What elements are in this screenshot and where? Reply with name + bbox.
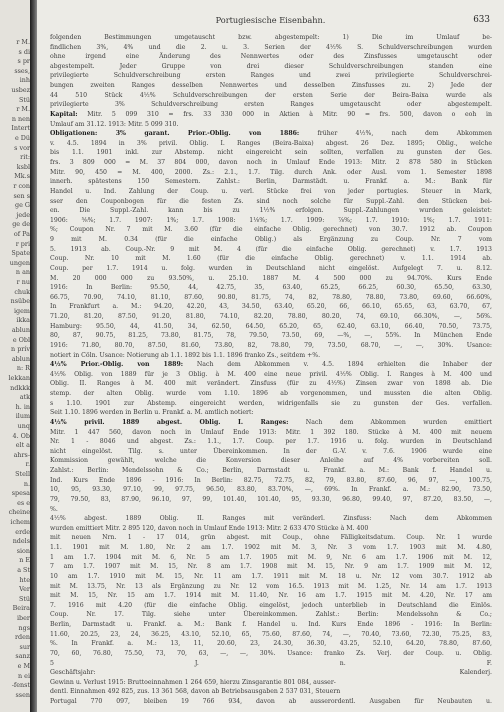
- text-line: bungen zweiten Ranges desselben Nennwertes und desselben Zinsfusses zu. 2) Jede der: [50, 82, 492, 90]
- margin-fragment: s pr: [17, 57, 30, 66]
- margin-fragment: n nen: [11, 114, 30, 123]
- margin-fragment: n E: [19, 556, 30, 565]
- text-line: Portugal 770 097, bleiben 19 766 934, davon ab ausserordentl. Ausgaben für Neubauten u.: [50, 698, 492, 705]
- text-line: privilegierte 3% Schuldverschreibung ersten Ranges umgetauscht oder abgestempelt.: [50, 101, 492, 109]
- margin-fragment: ge de: [12, 220, 30, 229]
- previous-page-edge: [0, 0, 30, 712]
- margin-fragment: lekkan: [8, 374, 30, 382]
- page-number: 633: [473, 15, 490, 25]
- section-heading: 4½% Prior.-Oblig. von 1889:: [50, 361, 184, 369]
- text-line: 44 510 Stück 4½% Schuldverschreibungen der ersten Serie der Beira-Baixa wurde als: [50, 91, 492, 99]
- margin-fragment: chuk: [14, 287, 30, 296]
- margin-fragment: iber: [17, 614, 30, 622]
- margin-fragment: e Obl: [12, 335, 30, 344]
- text-line: Kommission gewählt, welche die Konversion dieser Anleihe auf 4% vorbereiten soll.: [50, 457, 492, 465]
- text-line: 80, 87, 90.75, 81.25, 73.80, 81.75, 78, 79.50, 73.50, 69, —%, —, 55%. In München Ende: [50, 332, 492, 340]
- margin-fragment: Beira: [12, 604, 30, 613]
- text-line: 71.20, 81.20, 87.50, 91.20, 81.80, 74.10, 82.20, 78.80, 80.20, 74, 69.10, 66.30%, —, 56%.: [50, 313, 492, 321]
- book-gutter: [30, 0, 37, 712]
- text-line: privilegierte Schuldverschreibung ersten Ranges und zwei privilegierte Schuldverschrei-: [50, 72, 492, 80]
- text-line: 1916: In Berlin: 95.50, 44, 42.75, 35, 63.40, 65.25, 66.25, 60.30, 65.50, 63.30,: [50, 284, 492, 292]
- margin-fragment: r.: [25, 460, 30, 469]
- page-title: Portugiesische Eisenbahn.: [215, 15, 326, 25]
- text-line: Mitr. 90, 450 = M. 400, 2000. Zs.: 2.1., 1.7. Tilg. durch Ank. oder Ausl. vom 1. Semester 1898: [50, 168, 492, 176]
- text-line: Ind. Kurs Ende 1896 - 1916: In Berlin: 82.75, 72.75, 82, 79, 83.80, 87.60, 96, 97, —, 100.75,: [50, 476, 492, 484]
- text-line: 1906: ⅝%; 1.7. 1907: 1%; 1.7. 1908: 1⅛%; 1.7. 1909: ⅞%; 1.7. 1910: 1%; 1.7. 1911:: [50, 216, 492, 224]
- margin-fragment: Stü: [18, 95, 30, 104]
- text-line: Seit 1.10. 1896 werden in Berlin u. Frankf. a. M. amtlich notiert:: [50, 409, 254, 417]
- margin-fragment: sanz: [15, 652, 30, 661]
- text-line: Coup. Nr. 17. Tilg. siehe unter Übereinkommen. Zahlst.: Berlin: Mendelssohn & Co.;: [50, 611, 492, 619]
- margin-fragment: r M.: [16, 38, 30, 46]
- margin-fragment: sses,: [14, 66, 30, 75]
- margin-fragment: ndels: [12, 537, 30, 546]
- margin-fragment: ikka: [16, 316, 30, 325]
- page-body: [50, 33, 492, 708]
- margin-fragment: inh: [19, 76, 30, 85]
- margin-fragment: ilum: [15, 412, 30, 421]
- margin-fragment: unq: [17, 422, 30, 430]
- text-line: 9 mit M. 0.34 (für die einfache Oblig.) als Ergänzung zu Coup. Nr. 7 vom: [50, 236, 492, 244]
- text-line: Zahlst.: Berlin: Mendelssohn & Co.; Berlin, Darmstadt u. Frankf. a. M.: Bank f. Handel u.: [50, 467, 492, 475]
- text-line: notiert in Cöln. Usance: Notierung ab 1.1. 1892 bis 1.1. 1896 franko Zs., seitdem +%.: [50, 351, 321, 359]
- margin-fragment: ge G: [14, 201, 30, 210]
- margin-fragment: sion: [16, 546, 30, 555]
- margin-fragment: spesa: [11, 489, 30, 498]
- text-line: Umlauf am 31.12. 1913: Mitr. 5 099 310.: [50, 120, 179, 128]
- margin-fragment: r con: [13, 182, 30, 190]
- margin-fragment: Stell: [15, 470, 30, 478]
- text-line: abgestempelt. Jeder Gruppe von drei dieser Schuldverschreibungen standen eine: [50, 62, 492, 70]
- text-line: frs. 3 809 000 = M. 37 804 000, davon noch in Umlauf Ende 1913: Mitr. 2 878 580 in Stücken: [50, 159, 492, 167]
- margin-fragment: Spate: [11, 249, 30, 258]
- margin-fragment: Intert: [11, 124, 30, 133]
- margin-fragment: Ver: [19, 585, 30, 594]
- margin-fragment: 4. Ob: [12, 431, 30, 440]
- section-heading: Kapital:: [50, 110, 78, 118]
- text-line: Hamburg: 95.50, 44, 41.50, 34, 62.50, 64.50, 65.20, 65, 62.40, 63.10, 66.40, 70.50, 73.75,: [50, 322, 492, 330]
- margin-fragment: rden: [14, 633, 30, 642]
- text-line: 70, 60, 76.80, 75.50, 73, 70, 63, —, —, 30%. Usance: franko Zs. Verj. der Coup. u. Oblig.: [50, 649, 492, 657]
- text-line: 79, 79.50, 83, 87.90, 96.10, 97, 99, 101.40, 101.40, 95, 93.30, 96.80, 99.40, 97, 87.20, 83.50, —,: [50, 495, 492, 503]
- margin-fragment: ablun: [11, 326, 30, 334]
- margin-fragment: h. in: [15, 402, 30, 411]
- margin-fragment: ungen: [9, 258, 30, 267]
- margin-fragment: hte: [19, 575, 30, 584]
- section-heading: Obligationen: 3% garant. Prior.-Oblig. von 1886:: [50, 130, 300, 138]
- text-line: innerh. spätestens 150 Semestern. Zahlst.: Berlin, Darmstädt. u. Frankf. a. M.: Bank für: [50, 178, 492, 186]
- text-line: Kapital: Mitr. 5 099 310 = frs. 33 330 000 in Aktien à Mitr. 90 = frs. 500, davon o eoh in: [50, 110, 492, 118]
- text-line: 1 am 1.7. 1904 mit M. 6, Nr. 5 am 1.7. 1905 mit M. 9, Nr. 6 am 1.7. 1906 mit M. 12,: [50, 553, 492, 561]
- text-line: Geschäftsjahr: Kalenderj.: [50, 669, 492, 677]
- text-line: 4½% Prior.-Oblig. von 1889: Nach dem Abkommen v. 4.5. 1894 erhielten die Inhaber der: [50, 361, 492, 369]
- margin-fragment: cheine: [8, 508, 30, 517]
- margin-fragment: ablun: [11, 354, 30, 363]
- margin-fragment: Stü: [18, 594, 30, 603]
- margin-fragment: of Pa: [13, 230, 30, 238]
- margin-fragment: n: R: [16, 364, 30, 373]
- text-line: 11.60, 20.25, 23, 24, 36.25, 43.10, 52.10, 65, 75.60, 87.60, 74, —, 70.40, 73.60, 72.30, 75.25, 83,: [50, 630, 492, 638]
- margin-fragment: n prív: [11, 345, 30, 354]
- margin-fragment: ssen: [15, 690, 30, 699]
- text-line: stemp. der alten Oblig. wurde vom 1.10. 1896 ab vorgenommen, und mussten die alten Oblig.: [50, 390, 492, 398]
- text-line: 66.75, 70.90, 74.10, 81.10, 87.60, 90.80, 81.75, 74, 82, 78.80, 78.80, 73.80, 69.60, 66.60%,: [50, 293, 492, 301]
- margin-fragment: s di: [18, 47, 30, 56]
- text-line: 10 am 1.7. 1910 mit M. 15, Nr. 11 am 1.7. 1911 mit M. 18 u. Nr. 12 vom 30.7. 1912 ab: [50, 572, 492, 580]
- text-line: %; Coupon Nr. 7 mit M. 3.60 (für die einfache Oblig. gerechnet) von 30.7. 1912 ab. Coupon: [50, 226, 492, 234]
- margin-fragment: r nu: [16, 278, 30, 286]
- text-line: ohne irgend eine Änderung des Nennwertes oder des Zinsfusses umgetauscht oder: [50, 53, 492, 61]
- margin-fragment: es e: [17, 498, 30, 507]
- document-page: [37, 0, 504, 712]
- margin-fragment: atk: [19, 393, 30, 402]
- text-line: 5. 1913 ab. Coup.-Nr. 9 mit M. 4 (für die einfache Oblig. gerechnet) v. 1.7. 1913: [50, 245, 492, 253]
- text-line: Coup. Nr. 10 mit M. 1.60 (für die einfache Oblig. gerechnet) v. 1.1. 1914 ab.: [50, 255, 492, 263]
- text-line: mit M. 13.75, Nr. 13 als Ergänzung zu Nr. 12 vom 16.5. 1913 mit M. 1.25, Nr. 14 am 1.7. 1913: [50, 582, 492, 590]
- text-line: Oblig. II. Ranges à M. 400 mit verändert. Zinsfuss (für zu 4½%) Zinsen zwar von 1898 ab. Die: [50, 380, 492, 388]
- margin-fragment: rit:: [20, 153, 30, 162]
- text-line: Mitr. 1 447 560, davon noch in Umlauf Ende 1913: Mitr. 1 392 180. Stücke à M. 400 mit neuem: [50, 428, 492, 436]
- running-head: [37, 15, 504, 27]
- text-line: %.: [50, 505, 58, 513]
- text-line: Nr. 1 - 8046 und abgest. Zs.: 1.1., 1.7. Coup. per 1.7. 1916 u. folg. wurden in Deutschland: [50, 438, 492, 446]
- text-line: nicht eingelöst. Tilg. s. unter Übereinkommen. In der G.-V. v. 7.6. 1906 wurde eine: [50, 447, 492, 455]
- text-line: 4½% privil. 1889 abgest. Oblig. I. Ranges: Nach dem Abkommen wurden emittiert: [50, 418, 492, 426]
- text-line: In Frankfurt a. M.: 94.20, 42.20, 43, 34.50, 63.40, 65.20, 66, 66.10, 65.65, 63, 63.70, 67,: [50, 303, 492, 311]
- margin-fragment: Mk.s: [14, 172, 30, 181]
- text-line: mit M. 15, Nr. 15 am 1.7. 1914 mit M. 11.40, Nr. 16 am 1.7. 1915 mit M. 4.20, Nr. 17 am: [50, 592, 492, 600]
- margin-fragment: ahrs-: [13, 450, 30, 459]
- margin-fragment: ksbl: [16, 162, 30, 171]
- text-line: folgenden Bestimmungen umgetauscht bzw. abgestempelt: 1) Die im Umlauf be-: [50, 34, 492, 41]
- margin-fragment: sur: [19, 642, 30, 651]
- margin-fragment: nsübe: [10, 297, 30, 306]
- text-line: 10, 95, 93.30, 97.10, 99, 97.75, 96.50, 83.80, 83.70%, —, 69%. In Frankf. a. M.: 82.90, 73.50,: [50, 486, 492, 494]
- margin-fragment: r M.: [16, 105, 30, 114]
- margin-fragment: ngs: [18, 623, 30, 632]
- margin-fragment: e M: [17, 662, 30, 670]
- text-line: M. 20 000 000 zu 93.50%, u. 25.10. 1887 M. 4 500 000 zu 94.70%. Kurs Ende: [50, 274, 492, 282]
- text-line: 4½% abgest. 1889 Oblig. II. Ranges mit veränderl. Zinsfuss: Nach dem Abkommen: [50, 515, 492, 523]
- margin-fragment: erde: [15, 527, 30, 536]
- margin-fragment: usbez: [11, 86, 30, 94]
- text-line: Coup. per 1.7. 1914 u. folg. wurden in Deutschland nicht eingelöst. Aufgelegt 7. u. 8.12.: [50, 264, 492, 272]
- text-line: 4½% Oblig. von 1889 für je 3 Oblig. à M. 400 eine neue privil. 4½% Oblig. I. Ranges à M. 400 und: [50, 370, 492, 378]
- margin-fragment: e Dü: [14, 134, 30, 142]
- margin-fragment: ndkkk: [10, 383, 30, 392]
- margin-fragment: jede: [16, 210, 30, 219]
- margin-fragment: a St: [17, 566, 30, 574]
- text-line: Handel u. Ind. Zahlung der Coup. u. verl. Stücke frei von jeder portugies. Steuer in Mark,: [50, 187, 492, 195]
- text-line: 1916: 71.80, 80.70, 87.50, 81.60, 73.80, 82, 78.80, 79, 73.50, 68.70, —, —, 30%. Usance:: [50, 341, 492, 349]
- text-line: 1.1. 1901 mit M. 1.80, Nr. 2 am 1.7. 1902 mit M. 3, Nr. 3 vom 1.7. 1903 mit M. 4.80,: [50, 544, 492, 552]
- text-line: sser den Couponbogen für die festen Zs. sind noch solche für Suppl.-Zahl. den Stücken bei-: [50, 197, 492, 205]
- margin-fragment: n ei: [18, 671, 30, 680]
- margin-fragment: n.: [23, 479, 30, 488]
- text-line: findlichen 3%, 4% und die 2. u. 3. Serien der 4½% S. Schuldverschreibungen wurden: [50, 43, 492, 51]
- text-line: en. Die Suppl.-Zahl. kann bis zu 1½% erfolgen. Suppl.-Zahlungen wurden geleistet:: [50, 207, 492, 215]
- margin-fragment: ichem: [10, 518, 30, 526]
- margin-fragment: sen s: [13, 191, 30, 200]
- text-line: s 1.10. 1901 zur Abstemp. eingereicht werden, widrigenfalls sie zu gunsten der Ges. verfallen.: [50, 399, 492, 407]
- margin-fragment: igem: [14, 306, 30, 315]
- margin-fragment: -fenst: [11, 681, 30, 690]
- section-heading: 4½% privil. 1889 abgest. Oblig. I. Ranges:: [50, 418, 289, 426]
- margin-fragment: r pri: [15, 239, 30, 248]
- margin-fragment: n an: [15, 268, 30, 277]
- text-line: wurden emittiert Mitr. 2 895 120, davon noch in Umlauf Ende 1913: Mitr. 2 633 470 Stücke à M. 400: [50, 524, 369, 532]
- text-line: Berlin, Darmstadt u. Frankf. a. M.: Bank f. Handel u. Ind. Kurs Ende 1896 - 1916: In Berlin:: [50, 621, 492, 628]
- text-line: Gewinn u. Verlust 1915: Bruttoeinnahmen 1 264 659, hierzu Zinsgarantie 801 084, ausser-: [50, 678, 336, 686]
- text-line: 7. 1916 mit 4.20 (für die einfache Oblig. eingelöst, jedoch unterblieb in Deutschland die Einlös.: [50, 601, 492, 609]
- text-line: bis 1.1. 1901 inkl. zur Abstemp. nicht eingereicht sein sollten, verfallen zu gunsten der Ges.: [50, 149, 492, 157]
- text-line: Obligationen: 3% garant. Prior.-Oblig. von 1886: früher 4½%, nach dem Abkommen: [50, 130, 492, 138]
- text-line: v. 4.5. 1894 in 3% privil. Oblig. I. Ranges (Beira-Baixa) abgest. 26 Dez. 1895; Oblig., welche: [50, 139, 492, 147]
- text-line: 7 am 1.7. 1907 mit M. 15, Nr. 8 am 1.7. 1908 mit M. 15, Nr. 9 am 1.7. 1909 mit M. 12,: [50, 563, 492, 571]
- text-line: mit neuen Nrn. 1 - 17 014, grün abgest. mit Coup., ohne Fälligkeitsdatum. Coup. Nr. 1 wurde: [50, 534, 492, 542]
- margin-fragment: elt a: [15, 441, 30, 450]
- text-line: 5 J. n. F.: [50, 659, 492, 667]
- text-line: dentl. Einnahmen 492 825, zus. 13 361 568, davon ab Betriebsausgaben 2 537 031, Steuern: [50, 688, 341, 696]
- text-line: %. In Frankf. a. M.: 13, 11, 20.60, 23, 24.30, 36.30, 43.25, 52.10, 64.20, 78.80, 87.60,: [50, 640, 492, 648]
- margin-fragment: s vor: [14, 143, 30, 152]
